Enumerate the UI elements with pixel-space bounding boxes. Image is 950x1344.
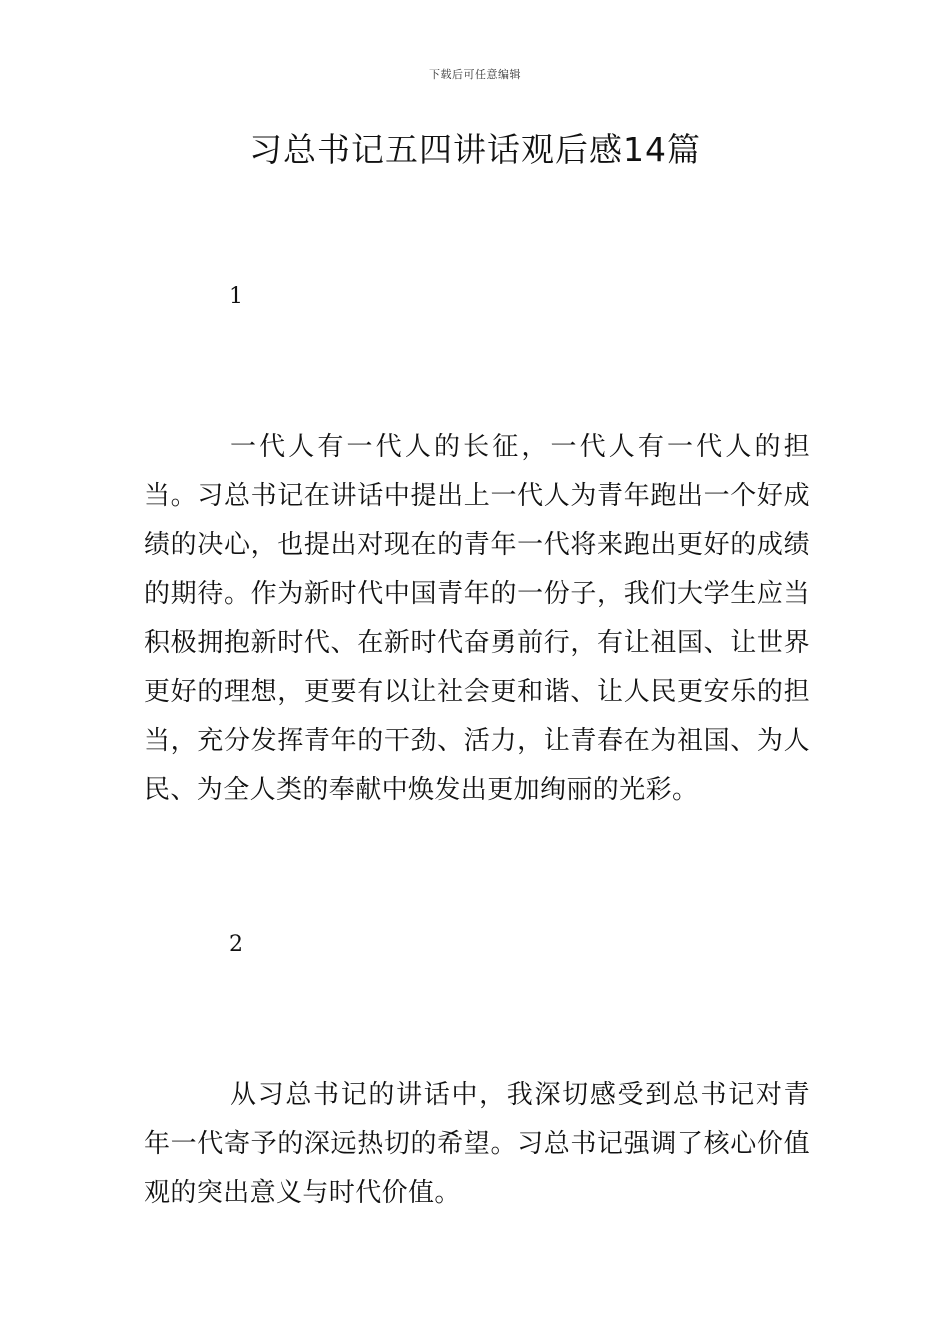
- section-number: 2: [229, 932, 243, 957]
- section-number: 1: [229, 284, 243, 309]
- header-note: 下载后可任意编辑: [429, 68, 521, 81]
- section-paragraph: 从习总书记的讲话中，我深切感受到总书记对青年一代寄予的深远热切的希望。习总书记强调了核心价值观的突出意义与时代价值。: [144, 1080, 810, 1208]
- document-title: 习总书记五四讲话观后感14篇: [249, 130, 701, 169]
- section-paragraph: 一代人有一代人的长征，一代人有一代人的担当。习总书记在讲话中提出上一代人为青年跑出一个好成绩的决心，也提出对现在的青年一代将来跑出更好的成绩的期待。作为新时代中国青年的一份子，我们大学生应当积极拥抱新时代、在新时代奋勇前行，有让祖国、让世界更好的理想，更要有以让社会更和谐、让人民更安乐的担当，充分发挥青年的干劲、活力，让青春在为祖国、为人民、为全人类的奉献中焕发出更加绚丽的光彩。: [144, 432, 810, 805]
